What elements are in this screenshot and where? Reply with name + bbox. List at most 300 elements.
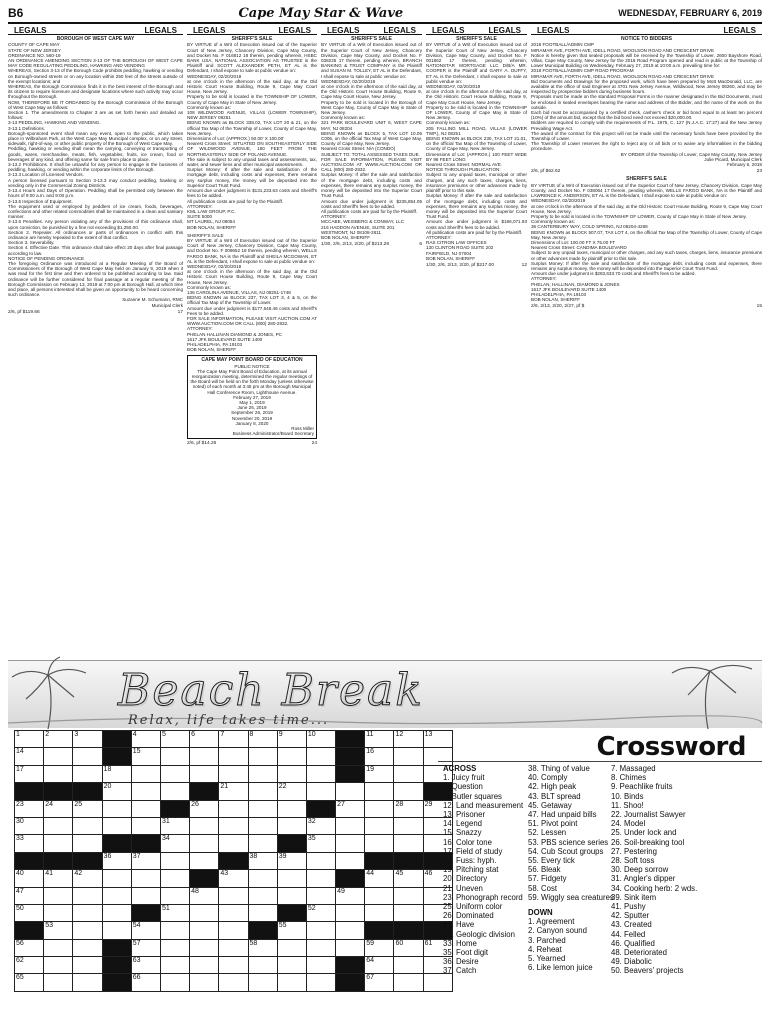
notice-signature: BY ORDER of the Township of Lower, Cape May County, New Jersey Julie Picard, Municipal Clerk February 6, 2019	[620, 151, 762, 168]
across-clue: 57. Fidgety	[528, 874, 567, 884]
crossword-cell[interactable]	[365, 817, 394, 834]
crossword-cell[interactable]	[73, 957, 102, 974]
crossword-cell[interactable]	[44, 817, 73, 834]
black-square	[102, 835, 131, 852]
crossword-cell[interactable]: 21	[219, 783, 248, 800]
legals-section	[8, 27, 762, 655]
crossword-cell[interactable]	[394, 748, 423, 765]
crossword-cell[interactable]	[394, 974, 423, 991]
notice-body: BY VIRTUE of a Writ of Execution issued out of the Superior Court of New Jersey, Chancery Division, Cape May County, and Docket No. F 001862 17 therein, pending wherein, NATIONSTAR MORTGAGE LLC D/B/A MR. COOPER is the Plaintiff and GARY A. DUFFY, ET AL is the Defendant, I shall expose to sale at public vendue on: WEDNESDAY, 02/20/2019 at one o'clock in the afternoon of the said day, at the Old Historic Court House Building, Route 9, Cape May Court House, New Jersey. Property to be sold is located in the TOWNSHIP OF LOWER, County of Cape May in State of New Jersey. Commonly known as: 205 FALLING MILL ROAD, VILLAS (LOWER TWP.), NJ 08251 BEING KNOWN as BLOCK 230, TAX LOT 21.01, on the official Tax Map of the Township of Lower, County of Cape May, New Jersey. Dimensions of Lot: (APPROX.) 100 FEET WIDE BY 98 FEET LONG Nearest Cross Street: NORMAL AVE. NOTICE THROUGH PUBLICATION: Subject to any unpaid taxes, municipal or other charges, and any such taxes, charges, liens, insurance premiums or other advances made by plaintiff prior to this sale. Surplus Money: If after the sale and satisfaction of the mortgage debt, including costs and expenses, there remains any surplus money, the money will be deposited into the Superior Court Trust Fund. Amount due under judgment is $186,071.93 costs and Sheriff's fees to be added. All publication costs are paid for by the Plaintiff. ATTORNEY: RAS CITRON LAW OFFICES 130 CLINTON ROAD SUITE 202 FAIRFIELD, NJ 07004 BOB NOLAN, SHERIFF	[426, 42, 527, 261]
banner-subtitle: Relax, life takes time...	[128, 713, 330, 728]
crossword-cell[interactable]	[336, 783, 365, 800]
crossword-cell[interactable]: 61	[423, 939, 452, 956]
crossword-cell[interactable]: 51	[160, 904, 189, 921]
crossword-cell[interactable]: 4	[131, 731, 160, 748]
legal-column-2	[187, 27, 317, 655]
notice-body: BY VIRTUE of a Writ of Execution issued out of the Superior Court of New Jersey, Chancery Division, Cape May County, and Docket No. F 016812 18 therein, pending wherein, HSBC BANK USA, NATIONAL ASSOCIATION AS TRUSTEE is the Plaintiff and SCOTT ALEXANDER PETH, ET AL is the Defendant, I shall expose to sale at public vendue on: WEDNESDAY, 02/20/2019 at one o'clock in the afternoon of the said day, at the Old Historic Court House Building, Route 9, Cape May Court House, New Jersey. Property to be sold is located in the TOWNSHIP OF LOWER, County of Cape May in State of New Jersey. Commonly known as: 108 WILDWOOD AVENUE, VILLAS (LOWER TOWNSHIP), NEW JERSEY 08251 BEING KNOWN as BLOCK 338.02, TAX LOT 20 & 21, on the official Tax Map of the Township of Lower, County of Cape May, New Jersey. Dimensions of Lot: (APPROX.) 50.00' X 100.00' Nearest Cross Street: SITUATED ON SOUTHEASTERLY SIDE OF WILDWOOD AVENUE, 150 FEET FROM THE NORTHEASTERLY SIDE OF POLAND AVENUE. The sale is subject to any unpaid taxes and assessments, tax, water, and sewer liens and other municipal assessments. Surplus Money: If after the sale and satisfaction of the mortgage debt, including costs and expenses, there remains any surplus money, the money will be deposited into the Superior Court Trust Fund. Amount due under judgment is $131,233.63 costs and Sheriff's fees to be added. All publication costs are paid for by the Plaintiff. ATTORNEY: KML LAW GROUP, P.C. SUITE 5000 MT LAUREL, NJ 08054 BOB NOLAN, SHERIFF	[187, 42, 317, 230]
black-square	[277, 835, 306, 852]
column-header: LEGALS LEGALS	[8, 27, 183, 35]
crossword-cell[interactable]: 12	[394, 731, 423, 748]
crossword-cell[interactable]	[306, 922, 335, 939]
crossword-cell[interactable]	[219, 800, 248, 817]
crossword-cell[interactable]: 2	[44, 731, 73, 748]
crossword-cell[interactable]	[248, 765, 277, 782]
crossword-cell[interactable]	[277, 974, 306, 991]
across-clue: 36. Desire	[443, 957, 479, 967]
crossword-cell[interactable]: 52	[306, 904, 335, 921]
down-clue: 9. Peachlike fruits	[611, 782, 673, 792]
crossword-cell[interactable]	[219, 922, 248, 939]
crossword-cell[interactable]	[44, 748, 73, 765]
crossword-cell[interactable]: 64	[365, 957, 394, 974]
crossword-cell[interactable]	[160, 887, 189, 904]
legal-column-1	[8, 27, 183, 655]
crossword-cell[interactable]: 43	[219, 870, 248, 887]
crossword-cell[interactable]	[190, 852, 219, 869]
crossword-cell[interactable]	[160, 974, 189, 991]
crossword-cell[interactable]: 30	[15, 817, 44, 834]
legal-column-3	[321, 27, 422, 655]
crossword-cell[interactable]	[306, 870, 335, 887]
black-square	[102, 957, 131, 974]
crossword-cell[interactable]	[219, 904, 248, 921]
crossword-cell[interactable]	[336, 939, 365, 956]
crossword-cell[interactable]	[102, 817, 131, 834]
crossword-cell[interactable]	[277, 957, 306, 974]
down-clue: 46. Qualified	[611, 938, 655, 948]
down-clue: 2. Canyon sound	[528, 926, 587, 936]
down-clue: 39. Sink item	[611, 892, 657, 902]
crossword-cell[interactable]: 40	[15, 870, 44, 887]
crossword-cell[interactable]	[219, 887, 248, 904]
crossword-cell[interactable]	[365, 904, 394, 921]
crossword-cell[interactable]: 19	[365, 765, 394, 782]
across-clue: 18. Fuss: hyph.	[443, 856, 497, 866]
crossword-cell[interactable]: 3	[73, 731, 102, 748]
crossword-cell[interactable]: 20	[102, 783, 131, 800]
crossword-cell[interactable]	[277, 939, 306, 956]
crossword-cell[interactable]	[190, 835, 219, 852]
crossword-cell[interactable]	[277, 748, 306, 765]
black-square	[102, 748, 131, 765]
down-heading: DOWN	[528, 908, 553, 918]
crossword-cell[interactable]	[248, 887, 277, 904]
notice-footer: 2/6, pf $119.66 17	[8, 309, 183, 315]
crossword-cell[interactable]	[219, 765, 248, 782]
crossword-cell[interactable]: 63	[131, 957, 160, 974]
across-clue: 23. Phonograph record	[443, 892, 523, 902]
down-clue: 3. Parched	[528, 935, 566, 945]
crossword-cell[interactable]	[102, 887, 131, 904]
black-square	[365, 922, 394, 939]
crossword-cell[interactable]	[44, 887, 73, 904]
crossword-cell[interactable]	[160, 922, 189, 939]
crossword-cell[interactable]: 10	[306, 731, 335, 748]
crossword-cell[interactable]	[394, 904, 423, 921]
crossword-cell[interactable]	[131, 800, 160, 817]
notice-title: BOROUGH OF WEST CAPE MAY	[56, 36, 135, 43]
crossword-cell[interactable]	[73, 835, 102, 852]
crossword-cell[interactable]: 17	[15, 765, 44, 782]
crossword-cell[interactable]	[277, 765, 306, 782]
crossword-cell[interactable]	[219, 835, 248, 852]
across-clue: 51. Pivot point	[528, 819, 578, 829]
page-number: B6	[8, 6, 24, 20]
crossword-cell[interactable]	[190, 765, 219, 782]
crossword-cell[interactable]: 1	[15, 731, 44, 748]
crossword-cell[interactable]	[44, 957, 73, 974]
crossword-cell[interactable]: 41	[44, 870, 73, 887]
down-clue: 31. Angler's dipper	[611, 874, 676, 884]
crossword-cell[interactable]: 36	[102, 852, 131, 869]
crossword-cell[interactable]	[190, 939, 219, 956]
across-clue: 26. Dominated	[443, 911, 494, 921]
crossword-grid[interactable]	[14, 730, 453, 992]
dateline: WEDNESDAY, FEBRUARY 6, 2019	[618, 8, 762, 18]
across-clue: 25. Uniform color	[443, 902, 503, 912]
crossword-cell[interactable]: 25	[73, 800, 102, 817]
crossword-cell[interactable]	[394, 957, 423, 974]
crossword-cell[interactable]: 53	[44, 922, 73, 939]
across-clues-2	[528, 764, 614, 972]
black-square	[336, 974, 365, 991]
crossword-cell[interactable]	[306, 974, 335, 991]
crossword-cell[interactable]: 34	[160, 835, 189, 852]
crossword-cell[interactable]: 47	[15, 887, 44, 904]
crossword-cell[interactable]: 33	[15, 835, 44, 852]
black-square	[336, 765, 365, 782]
black-square	[336, 957, 365, 974]
across-clue: 54. Cub Scout groups	[528, 846, 604, 856]
crossword-cell[interactable]: 6	[190, 731, 219, 748]
down-clue: 7. Massaged	[611, 764, 656, 773]
across-clue: 12. Land measurement	[443, 800, 524, 810]
down-clue: 10. Binds	[611, 791, 644, 801]
across-clue: 40. Comply	[528, 773, 568, 783]
crossword-cell[interactable]: 23	[15, 800, 44, 817]
across-clue: 45. Getaway	[528, 800, 572, 810]
notice-body: BY VIRTUE of a Writ of Execution issued out of the Superior Court of New Jersey, Chancery Division, Cape May County, and Docket No. F 038225 17 therein, pending wherein, BRANCH BANKING & TRUST COMPANY is the Plaintiff and SUSAN M. TOLLEY, ET AL is the Defendant, I shall expose to sale at public vendue on: WEDNESDAY, 02/20/2019 at one o'clock in the afternoon of the said day, at the Old Historic Court House Building, Route 9, Cape May Court House, New Jersey. Property to be sold is located in the Borough of West Cape May, County of Cape May in State of New Jersey. Commonly known as: 321 PARK BOULEVARD UNIT 6, WEST CAPE MAY, NJ 08204 BEING KNOWN as BLOCK 5, TAX LOT 10.06 C006, on the official Tax Map of West Cape May, County of Cape May, New Jersey. Nearest Cross Street: N/A (CONDO) SUBJECT TO: TOTAL ASSESSED TAXES DUE. FOR SALE INFORMATION, PLEASE VISIT AUCTION.COM AT WWW.AUCTION.COM OR CALL (800) 280-2832. Surplus Money: If after the sale and satisfaction of the mortgage debt, including costs and expenses, there remains any surplus money, the money will be deposited into the Superior Court Trust Fund. Amount due under judgment is $235,854.05 costs and Sheriff's fees to be added. All publication costs are paid for by the Plaintiff. ATTORNEY: MCCABE, WEISBERG & CONWAY, LLC 216 HADDON AVENUE, SUITE 201 WESTMONT, NJ 08108-2811 BOB NOLAN, SHERIFF	[321, 42, 422, 240]
crossword-cell[interactable]	[394, 887, 423, 904]
crossword-cell[interactable]	[102, 800, 131, 817]
notice-title: SHERIFF'S SALE	[351, 36, 392, 43]
notice-body-2: SHERIFF'S SALE BY VIRTUE of a Writ of Execution issued out of the Superior Court of New Jersey, Chancery Division, Cape May County, and Docket No. F 009652 18 therein, pending wherein, WELLS FARGO BANK, NA is the Plaintiff and SHEILA MCGOWAN, ET AL is the Defendant, I shall expose to sale at public vendue on: WEDNESDAY, 02/20/2019 at one o'clock in the afternoon of the said day, at the Old Historic Court House Building, Route 9, Cape May Court House, New Jersey. Commonly known as: 136 CAROLINA AVENUE, VILLAS, NJ 08251-1748 BEING KNOWN as BLOCK 237, TAX LOT 3, 4 & 5, on the official Tax Map of the Township of Lower. Amount due under judgment is $177,648.46 costs and Sheriff's Fees to be added. FOR SALE INFORMATION, PLEASE VISIT AUCTION.COM AT WWW.AUCTION.COM OR CALL (800) 280-2832. ATTORNEY: PHELAN HALLINAN DIAMOND & JONES, PC 1617 JFK BOULEVARD SUITE 1400 PHILADELPHIA, PA 19103 BOB NOLAN, SHERIFF	[187, 232, 317, 353]
notice-title: NOTICE TO BIDDERS	[620, 36, 673, 43]
crossword-cell[interactable]	[365, 800, 394, 817]
crossword-cell[interactable]: 50	[15, 904, 44, 921]
down-clue: 26. Soil-breaking tool	[611, 837, 685, 847]
crossword-cell[interactable]	[160, 765, 189, 782]
crossword-cell[interactable]	[248, 748, 277, 765]
notice-footer: 1/30, 2/6, 2/13, 2/20, pf $217.00 12	[426, 262, 527, 268]
across-clue: 5. Question	[443, 782, 483, 792]
crossword-cell[interactable]: 48	[190, 887, 219, 904]
crossword-cell[interactable]	[306, 852, 335, 869]
black-square	[44, 852, 73, 869]
notice-footer: 2/6, pf $14.26 24	[187, 441, 317, 447]
down-clue: 22. Journalist Sawyer	[611, 810, 686, 820]
crossword-cell[interactable]	[102, 922, 131, 939]
crossword-cell[interactable]: 57	[131, 939, 160, 956]
crossword-cell[interactable]	[73, 817, 102, 834]
crossword-cell[interactable]	[248, 957, 277, 974]
crossword-cell[interactable]	[248, 835, 277, 852]
across-clue: 52. Lessen	[528, 828, 567, 838]
crossword-cell[interactable]: 59	[365, 939, 394, 956]
crossword-cell[interactable]	[336, 904, 365, 921]
across-clue: 35. Foot digit	[443, 948, 489, 958]
crossword-cell[interactable]: 42	[73, 870, 102, 887]
black-square	[15, 922, 44, 939]
crossword-cell[interactable]	[131, 783, 160, 800]
crossword-cell[interactable]: 38	[248, 852, 277, 869]
crossword-cell[interactable]: 8	[248, 731, 277, 748]
crossword-title-bar	[438, 728, 762, 762]
across-clue: 58. Cost	[528, 883, 558, 893]
crossword-cell[interactable]	[73, 765, 102, 782]
crossword-cell[interactable]	[248, 974, 277, 991]
black-square	[102, 974, 131, 991]
black-square	[73, 852, 102, 869]
column-header: LEGALS LEGALS	[187, 27, 317, 35]
across-clue: 38. Thing of value	[528, 764, 590, 773]
crossword-cell[interactable]	[306, 783, 335, 800]
column-header: LEGALS LEGALS	[321, 27, 422, 35]
across-clue: 32. Geologic division	[443, 929, 515, 939]
across-clue: 59. Wiggly sea creatures	[528, 892, 614, 902]
down-clue: 11. Shoo!	[611, 800, 644, 810]
crossword-cell[interactable]	[44, 765, 73, 782]
crossword-cell[interactable]: 22	[277, 783, 306, 800]
down-clue: 24. Model	[611, 819, 646, 829]
black-square	[336, 748, 365, 765]
crossword-cell[interactable]: 49	[336, 887, 365, 904]
crossword-cell[interactable]	[248, 783, 277, 800]
black-square	[219, 852, 248, 869]
notice-title: SHERIFF'S SALE	[456, 36, 497, 43]
crossword-cell[interactable]: 56	[15, 939, 44, 956]
crossword-cell[interactable]	[131, 817, 160, 834]
black-square	[365, 852, 394, 869]
crossword-cell[interactable]: 39	[277, 852, 306, 869]
crossword-cell[interactable]: 46	[423, 870, 452, 887]
crossword-cell[interactable]: 60	[394, 939, 423, 956]
crossword-cell[interactable]	[102, 870, 131, 887]
crossword-cell[interactable]: 26	[190, 800, 219, 817]
crossword-cell[interactable]	[306, 887, 335, 904]
crossword-cell[interactable]	[336, 835, 365, 852]
black-square	[73, 783, 102, 800]
crossword-cell[interactable]	[394, 817, 423, 834]
crossword-cell[interactable]	[219, 957, 248, 974]
crossword-cell[interactable]: 7	[219, 731, 248, 748]
crossword-cell[interactable]	[248, 870, 277, 887]
crossword-cell[interactable]: 67	[365, 974, 394, 991]
crossword-cell[interactable]: 65	[15, 974, 44, 991]
crossword-cell[interactable]	[73, 939, 102, 956]
down-clue: 42. Sputter	[611, 911, 650, 921]
black-square	[336, 731, 365, 748]
crossword-cell[interactable]	[160, 783, 189, 800]
crossword-cell[interactable]	[336, 817, 365, 834]
banner-title: Beach Break	[118, 665, 424, 716]
black-square	[306, 800, 335, 817]
crossword-cell[interactable]	[44, 904, 73, 921]
crossword-cell[interactable]	[219, 748, 248, 765]
crossword-cell[interactable]	[190, 922, 219, 939]
black-square	[102, 731, 131, 748]
board-notice: CAPE MAY POINT BOARD OF EDUCATION PUBLIC NOTICE The Cape May Point Board of Education, at its annual reorganization meeting, determined the regular meetings of the Board will be held on the forth Monday (unless otherwise noted) of each month at 3:45 pm at the Borough Municipal Hall Conference Room, Lighthouse Avenue. February 27, 2019 May 1, 2019 June 26, 2019 September 26, 2019 November 20, 2019 January 8, 2020 Ross Miller Business Administrator/Board Secretary	[187, 355, 317, 439]
black-square	[102, 939, 131, 956]
crossword-cell[interactable]	[248, 817, 277, 834]
down-clue: 4. Reheat	[528, 944, 562, 954]
crossword-cell[interactable]: 27	[336, 800, 365, 817]
crossword-cell[interactable]: 55	[277, 922, 306, 939]
crossword-cell[interactable]	[336, 922, 365, 939]
crossword-cell[interactable]: 58	[248, 939, 277, 956]
crossword-cell[interactable]	[73, 922, 102, 939]
down-clue: 30. Deep sorrow	[611, 865, 669, 875]
down-clue: 43. Created	[611, 920, 652, 930]
across-clue: 1. Juicy fruit	[443, 773, 485, 783]
down-clue: 25. Under lock and	[611, 828, 677, 838]
across-clue: 42. High peak	[528, 782, 577, 792]
crossword-cell[interactable]	[394, 783, 423, 800]
legal-column-5	[531, 27, 762, 655]
crossword-cell[interactable]	[336, 852, 365, 869]
column-header: LEGALS LEGALS	[531, 27, 762, 35]
across-clue: 55. Every tick	[528, 856, 575, 866]
notice-body: 2018 FOOTBALL/ADMIN CMP MIRAMAR AVE, FORTH AVE, IDELL ROAD, WOOLSON ROAD AND CRESCENT DRIVE Notice is hereby given that sealed proposals will be received by the Township of Lower, 2600 Bayshore Road, Villas, Cape May County, New Jersey for the 2018 Road Program opened and read in public at the Township of Lower Municipal Building on Wednesday, February 27, 2019 at 10:00 a.m. prevailing time for: 2018 FOOTBALL/ADMIN CMP ROAD PROGRAM MIRAMAR AVE, FORTH AVE, IDELL ROAD, WOOLSON ROAD AND CRESCENT DRIVE Bid Documents and Drawings for the proposed work, which have been prepared by Mott MacDonald, LLC, are available at the office of said Engineer at 4701 New Jersey Avenue, Wildwood, New Jersey 08260, and may be inspected by prospective bidders during business hours. Proposals must be made on the standard Proposal Forms in the manner designated in the Bid Documents, must be enclosed in sealed envelopes bearing the name and address of the Bidder, and the name of the work on the outside. Each bid must be accompanied by a certified check, cashier's check or bid bond equal to at least ten percent (10%) of the amount bid, except that the bid bond need not exceed $20,000.00. Bidders are required to comply with the requirements of P.L. 1975, C. 127 (N.J.A.C. 17:27) and the New Jersey Prevailing Wage Act. The award of the contract for this project will not be made until the necessary funds have been provided by the Township of Lower. The Township of Lower reserves the right to reject any or all bids or to waive any informalities in the bidding procedure.	[531, 42, 762, 152]
crossword-cell[interactable]: 31	[160, 817, 189, 834]
crossword-cell[interactable]	[190, 974, 219, 991]
crossword-cell[interactable]: 15	[131, 748, 160, 765]
crossword-cell[interactable]	[44, 835, 73, 852]
crossword-cell[interactable]: 44	[365, 870, 394, 887]
across-clue: 47. Had unpaid bills	[528, 810, 597, 820]
down-clues-2	[611, 764, 697, 976]
across-clues-1	[443, 764, 523, 976]
crossword-cell[interactable]	[219, 974, 248, 991]
crossword-cell[interactable]	[306, 957, 335, 974]
crossword-cell[interactable]	[277, 870, 306, 887]
crossword-cell[interactable]	[219, 939, 248, 956]
across-clue: 33. Home	[443, 938, 477, 948]
crossword-cell[interactable]	[277, 817, 306, 834]
black-square	[44, 783, 73, 800]
crossword-cell[interactable]	[248, 904, 277, 921]
black-square	[131, 904, 160, 921]
crossword-cell[interactable]: 29	[423, 800, 452, 817]
masthead: Cape May Star & Wave	[238, 5, 404, 21]
crossword-cell[interactable]	[306, 939, 335, 956]
black-square	[248, 922, 277, 939]
notice-signature: Suzanne M. Schumann, RMC Municipal Clerk	[122, 297, 183, 308]
crossword-cell[interactable]	[423, 974, 452, 991]
crossword-cell[interactable]	[306, 765, 335, 782]
across-clue: 19. Pitching stat	[443, 865, 499, 875]
crossword-cell[interactable]: 18	[102, 765, 131, 782]
crossword-cell[interactable]	[394, 765, 423, 782]
down-clue: 44. Felled	[611, 929, 646, 939]
crossword-cell[interactable]	[73, 748, 102, 765]
across-clue: 56. Bleak	[528, 865, 561, 875]
crossword-cell[interactable]	[73, 887, 102, 904]
crossword-cell[interactable]: 5	[160, 731, 189, 748]
crossword-cell[interactable]: 9	[277, 731, 306, 748]
across-clue: 29. Have	[443, 920, 475, 930]
crossword-cell[interactable]	[102, 904, 131, 921]
notice-footer: 1/30, 2/6, 2/13, 2/20, pf $213.28 6	[321, 242, 422, 248]
across-clue: 16. Color tone	[443, 837, 492, 847]
crossword-cell[interactable]	[160, 957, 189, 974]
crossword-cell[interactable]: 66	[131, 974, 160, 991]
crossword-cell[interactable]: 14	[15, 748, 44, 765]
across-heading: ACROSS	[443, 764, 477, 773]
crossword-cell[interactable]	[160, 748, 189, 765]
black-square	[336, 870, 365, 887]
crossword-cell[interactable]: 28	[394, 800, 423, 817]
across-clue: 37. Catch	[443, 966, 477, 976]
crossword-cell[interactable]	[160, 852, 189, 869]
crossword-cell[interactable]	[306, 748, 335, 765]
crossword-cell[interactable]: 37	[131, 852, 160, 869]
crossword-cell[interactable]	[248, 800, 277, 817]
crossword-cell[interactable]: 35	[306, 835, 335, 852]
crossword-cell[interactable]	[190, 957, 219, 974]
crossword-cell[interactable]	[394, 835, 423, 852]
crossword-cell[interactable]: 45	[394, 870, 423, 887]
crossword-cell[interactable]	[277, 887, 306, 904]
crossword-cell[interactable]	[131, 765, 160, 782]
down-clue: 1. Agreement	[528, 917, 575, 927]
crossword-cell[interactable]	[190, 817, 219, 834]
black-square	[131, 835, 160, 852]
down-clue: 50. Beavers' projects	[611, 966, 684, 976]
crossword-cell[interactable]: 13	[423, 731, 452, 748]
black-square	[394, 922, 423, 939]
crossword-cell[interactable]	[219, 817, 248, 834]
crossword-cell[interactable]: 54	[131, 922, 160, 939]
crossword-cell[interactable]	[131, 887, 160, 904]
crossword-cell[interactable]	[277, 800, 306, 817]
crossword-cell[interactable]: 62	[15, 957, 44, 974]
crossword-cell[interactable]	[160, 939, 189, 956]
notice-title-2: SHERIFF'S SALE	[626, 176, 667, 183]
crossword-cell[interactable]	[365, 835, 394, 852]
crossword-cell[interactable]	[190, 904, 219, 921]
across-clue: 13. Prisoner	[443, 810, 486, 820]
crossword-cell[interactable]: 32	[306, 817, 335, 834]
crossword-cell[interactable]	[73, 974, 102, 991]
across-clue: 53. PBS science series	[528, 837, 609, 847]
crossword-cell[interactable]	[44, 974, 73, 991]
black-square	[15, 852, 44, 869]
crossword-cell[interactable]	[73, 904, 102, 921]
crossword-cell[interactable]	[131, 870, 160, 887]
crossword-cell[interactable]	[160, 870, 189, 887]
crossword-cell[interactable]: 24	[44, 800, 73, 817]
crossword-cell[interactable]	[365, 887, 394, 904]
crossword-cell[interactable]: 16	[365, 748, 394, 765]
crossword-cell[interactable]	[44, 939, 73, 956]
down-clue: 34. Cooking herb: 2 wds.	[611, 883, 698, 893]
across-clue: 15. Snazzy	[443, 828, 482, 838]
crossword-cell[interactable]	[365, 783, 394, 800]
black-square	[15, 783, 44, 800]
crossword-cell[interactable]	[190, 748, 219, 765]
crossword-cell[interactable]: 11	[365, 731, 394, 748]
